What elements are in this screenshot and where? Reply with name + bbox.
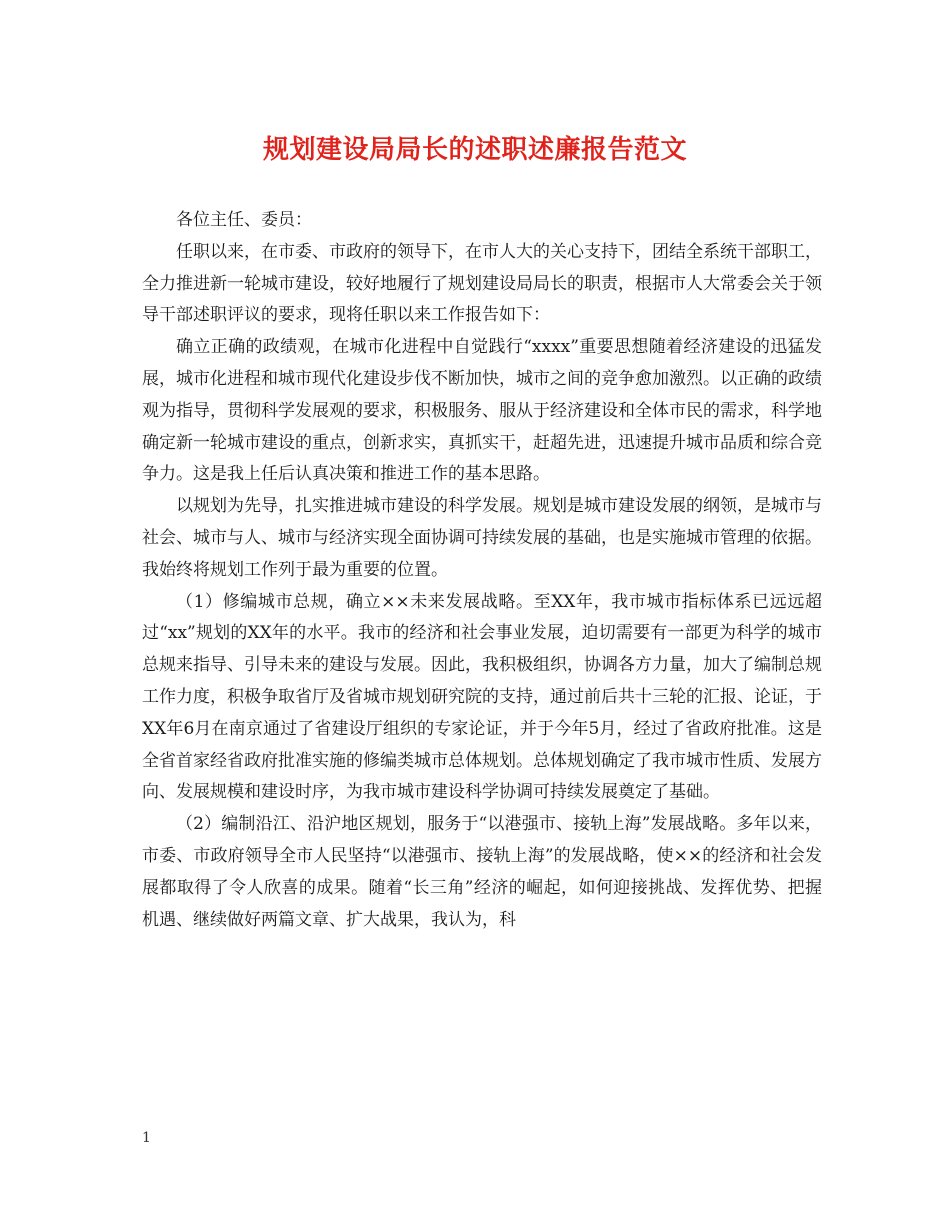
document-title: 规划建设局局长的述职述廉报告范文	[262, 135, 687, 165]
salutation: 各位主任、委员：	[176, 210, 312, 230]
paragraph-intro: 任职以来，在市委、市政府的领导下，在市人大的关心支持下，团结全系统干部职工，全力推进新一轮城市建设，较好地履行了规划建设局局长的职责，根据市人大常委会关于领导干部述职评议的要求，现将任职以来工作报告如下：	[142, 241, 822, 326]
paragraph-item-2: （2）编制沿江、沿沪地区规划，服务于“以港强市、接轨上海”发展战略。多年以来，市委、市政府领导全市人民坚持“以港强市、接轨上海”的发展战略，使××的经济和社会发展都取得了令人欣喜的成果。随着“长三角”经济的崛起，如何迎接挑战、发挥优势、把握机遇、继续做好两篇文章、扩大战果，我认为，科	[142, 814, 822, 930]
paragraph-planning-lead: 以规划为先导，扎实推进城市建设的科学发展。规划是城市建设发展的纲领，是城市与社会、城市与人、城市与经济实现全面协调可持续发展的基础，也是实施城市管理的依据。我始终将规划工作列于最为重要的位置。	[142, 496, 822, 580]
paragraph-item-1: （1）修编城市总规，确立××未来发展战略。至XX年，我市城市指标体系已远远超过“xx”规划的XX年的水平。我市的经济和社会事业发展，迫切需要有一部更为科学的城市总规来指导、引导未来的建设与发展。因此，我积极组织，协调各方力量，加大了编制总规工作力度，积极争取省厅及省城市规划研究院的支持，通过前后共十三轮的汇报、论证，于XX年6月在南京通过了省建设厅组织的专家论证，并于今年5月，经过了省政府批准。这是全省首家经省政府批准实施的修编类城市总体规划。总体规划确定了我市城市性质、发展方向、发展规模和建设时序，为我市城市建设科学协调可持续发展奠定了基础。	[142, 591, 822, 803]
document-body	[142, 205, 822, 936]
page-number: 1	[142, 1130, 151, 1146]
paragraph-performance-view: 确立正确的政绩观，在城市化进程中自觉践行“xxxx”重要思想随着经济建设的迅猛发展，城市化进程和城市现代化建设步伐不断加快，城市之间的竞争愈加激烈。以正确的政绩观为指导，贯彻科学发展观的要求，积极服务、服从于经济建设和全体市民的需求，科学地确定新一轮城市建设的重点，创新求实，真抓实干，赶超先进，迅速提升城市品质和综合竞争力。这是我上任后认真决策和推进工作的基本思路。	[142, 337, 822, 485]
